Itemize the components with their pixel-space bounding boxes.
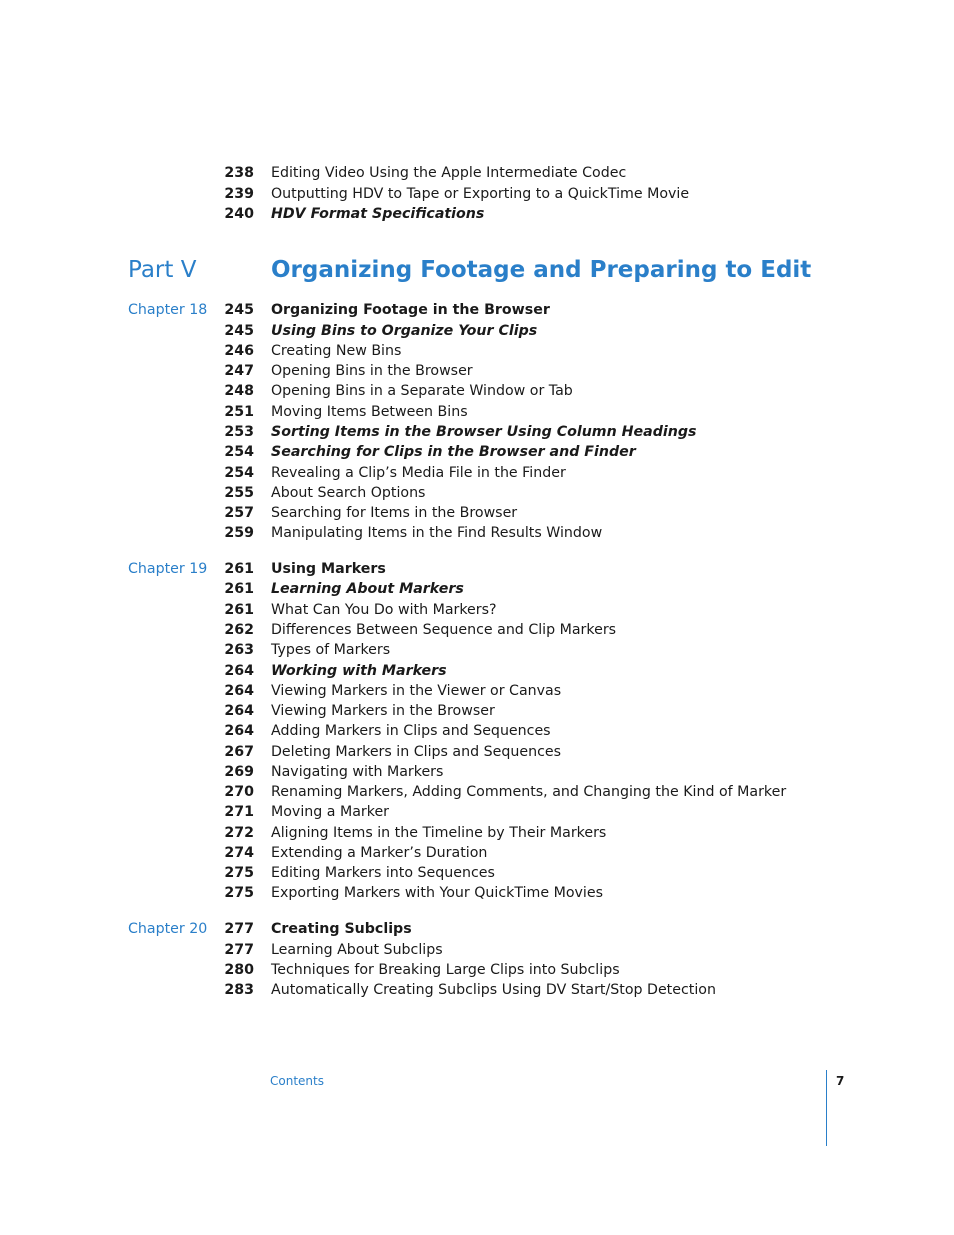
entry-page-number: 261: [224, 561, 254, 577]
entry-page-number: 251: [224, 404, 254, 420]
entry-page-number: 253: [224, 424, 254, 440]
entry-page-number: 262: [224, 622, 254, 638]
footer-section-label[interactable]: Contents: [270, 1074, 324, 1088]
entry-page-number: 275: [224, 865, 254, 881]
entry-page-number: 254: [224, 465, 254, 481]
entry-page-number: 239: [224, 186, 254, 202]
entry-title: Editing Video Using the Apple Intermediate Codec: [271, 165, 627, 181]
entry-page-number: 255: [224, 485, 254, 501]
entry-title: Extending a Marker’s Duration: [271, 845, 488, 861]
entry-page-number: 254: [224, 444, 254, 460]
entry-title: Exporting Markers with Your QuickTime Movies: [271, 885, 603, 901]
entry-page-number: 272: [224, 825, 254, 841]
entry-page-number: 264: [224, 663, 254, 679]
entry-page-number: 263: [224, 642, 254, 658]
entry-page-number: 283: [224, 982, 254, 998]
part-title[interactable]: Organizing Footage and Preparing to Edit: [271, 257, 812, 283]
entry-title: Opening Bins in the Browser: [271, 363, 473, 379]
entry-title: Viewing Markers in the Browser: [271, 703, 495, 719]
entry-page-number: 261: [224, 602, 254, 618]
chapter-label: Chapter 20: [128, 921, 208, 937]
entry-page-number: 248: [224, 383, 254, 399]
entry-page-number: 271: [224, 804, 254, 820]
entry-title: Moving a Marker: [271, 804, 390, 820]
entry-title: Learning About Subclips: [271, 942, 443, 958]
part-label: Part V: [128, 257, 197, 283]
entry-page-number: 280: [224, 962, 254, 978]
entry-title: Adding Markers in Clips and Sequences: [271, 723, 551, 739]
entry-page-number: 264: [224, 703, 254, 719]
entry-page-number: 264: [224, 683, 254, 699]
entry-title: Aligning Items in the Timeline by Their Markers: [271, 825, 607, 841]
entry-title: Moving Items Between Bins: [271, 404, 468, 420]
entry-title: Deleting Markers in Clips and Sequences: [271, 744, 561, 760]
page-number: 7: [836, 1074, 845, 1088]
entry-title: Renaming Markers, Adding Comments, and Changing the Kind of Marker: [271, 784, 787, 800]
entry-title: Searching for Clips in the Browser and Finder: [271, 444, 636, 460]
entry-page-number: 245: [224, 302, 254, 318]
entry-title: HDV Format Specifications: [271, 206, 485, 222]
entry-title: Outputting HDV to Tape or Exporting to a QuickTime Movie: [271, 186, 690, 202]
entry-title: Using Bins to Organize Your Clips: [271, 323, 538, 339]
entry-title: Techniques for Breaking Large Clips into Subclips: [271, 962, 620, 978]
entry-title: Searching for Items in the Browser: [271, 505, 518, 521]
entry-title: Creating New Bins: [271, 343, 402, 359]
entry-title: Editing Markers into Sequences: [271, 865, 495, 881]
entry-page-number: 269: [224, 764, 254, 780]
entry-title: Types of Markers: [271, 642, 391, 658]
entry-page-number: 277: [224, 921, 254, 937]
entry-page-number: 246: [224, 343, 254, 359]
entry-title: Viewing Markers in the Viewer or Canvas: [271, 683, 562, 699]
entry-page-number: 261: [224, 581, 254, 597]
entry-title: Creating Subclips: [271, 921, 412, 937]
entry-title: About Search Options: [271, 485, 426, 501]
entry-page-number: 270: [224, 784, 254, 800]
entry-title: Manipulating Items in the Find Results Window: [271, 525, 603, 541]
entry-page-number: 238: [224, 165, 254, 181]
entry-title: What Can You Do with Markers?: [271, 602, 497, 618]
entry-page-number: 267: [224, 744, 254, 760]
entry-title: Automatically Creating Subclips Using DV Start/Stop Detection: [271, 982, 716, 998]
entry-page-number: 240: [224, 206, 254, 222]
footer-divider: [826, 1070, 827, 1146]
entry-page-number: 275: [224, 885, 254, 901]
entry-title: Revealing a Clip’s Media File in the Finder: [271, 465, 566, 481]
entry-title: Differences Between Sequence and Clip Markers: [271, 622, 617, 638]
entry-title: Sorting Items in the Browser Using Column Headings: [271, 424, 697, 440]
entry-title: Learning About Markers: [271, 581, 464, 597]
entry-page-number: 245: [224, 323, 254, 339]
entry-page-number: 274: [224, 845, 254, 861]
entry-title: Opening Bins in a Separate Window or Tab: [271, 383, 573, 399]
chapter-label: Chapter 18: [128, 302, 208, 318]
chapter-label: Chapter 19: [128, 561, 208, 577]
entry-title: Working with Markers: [271, 663, 447, 679]
entry-title: Organizing Footage in the Browser: [271, 302, 550, 318]
entry-title: Using Markers: [271, 561, 386, 577]
entry-title: Navigating with Markers: [271, 764, 444, 780]
entry-page-number: 259: [224, 525, 254, 541]
entry-page-number: 257: [224, 505, 254, 521]
entry-page-number: 247: [224, 363, 254, 379]
entry-page-number: 264: [224, 723, 254, 739]
entry-page-number: 277: [224, 942, 254, 958]
